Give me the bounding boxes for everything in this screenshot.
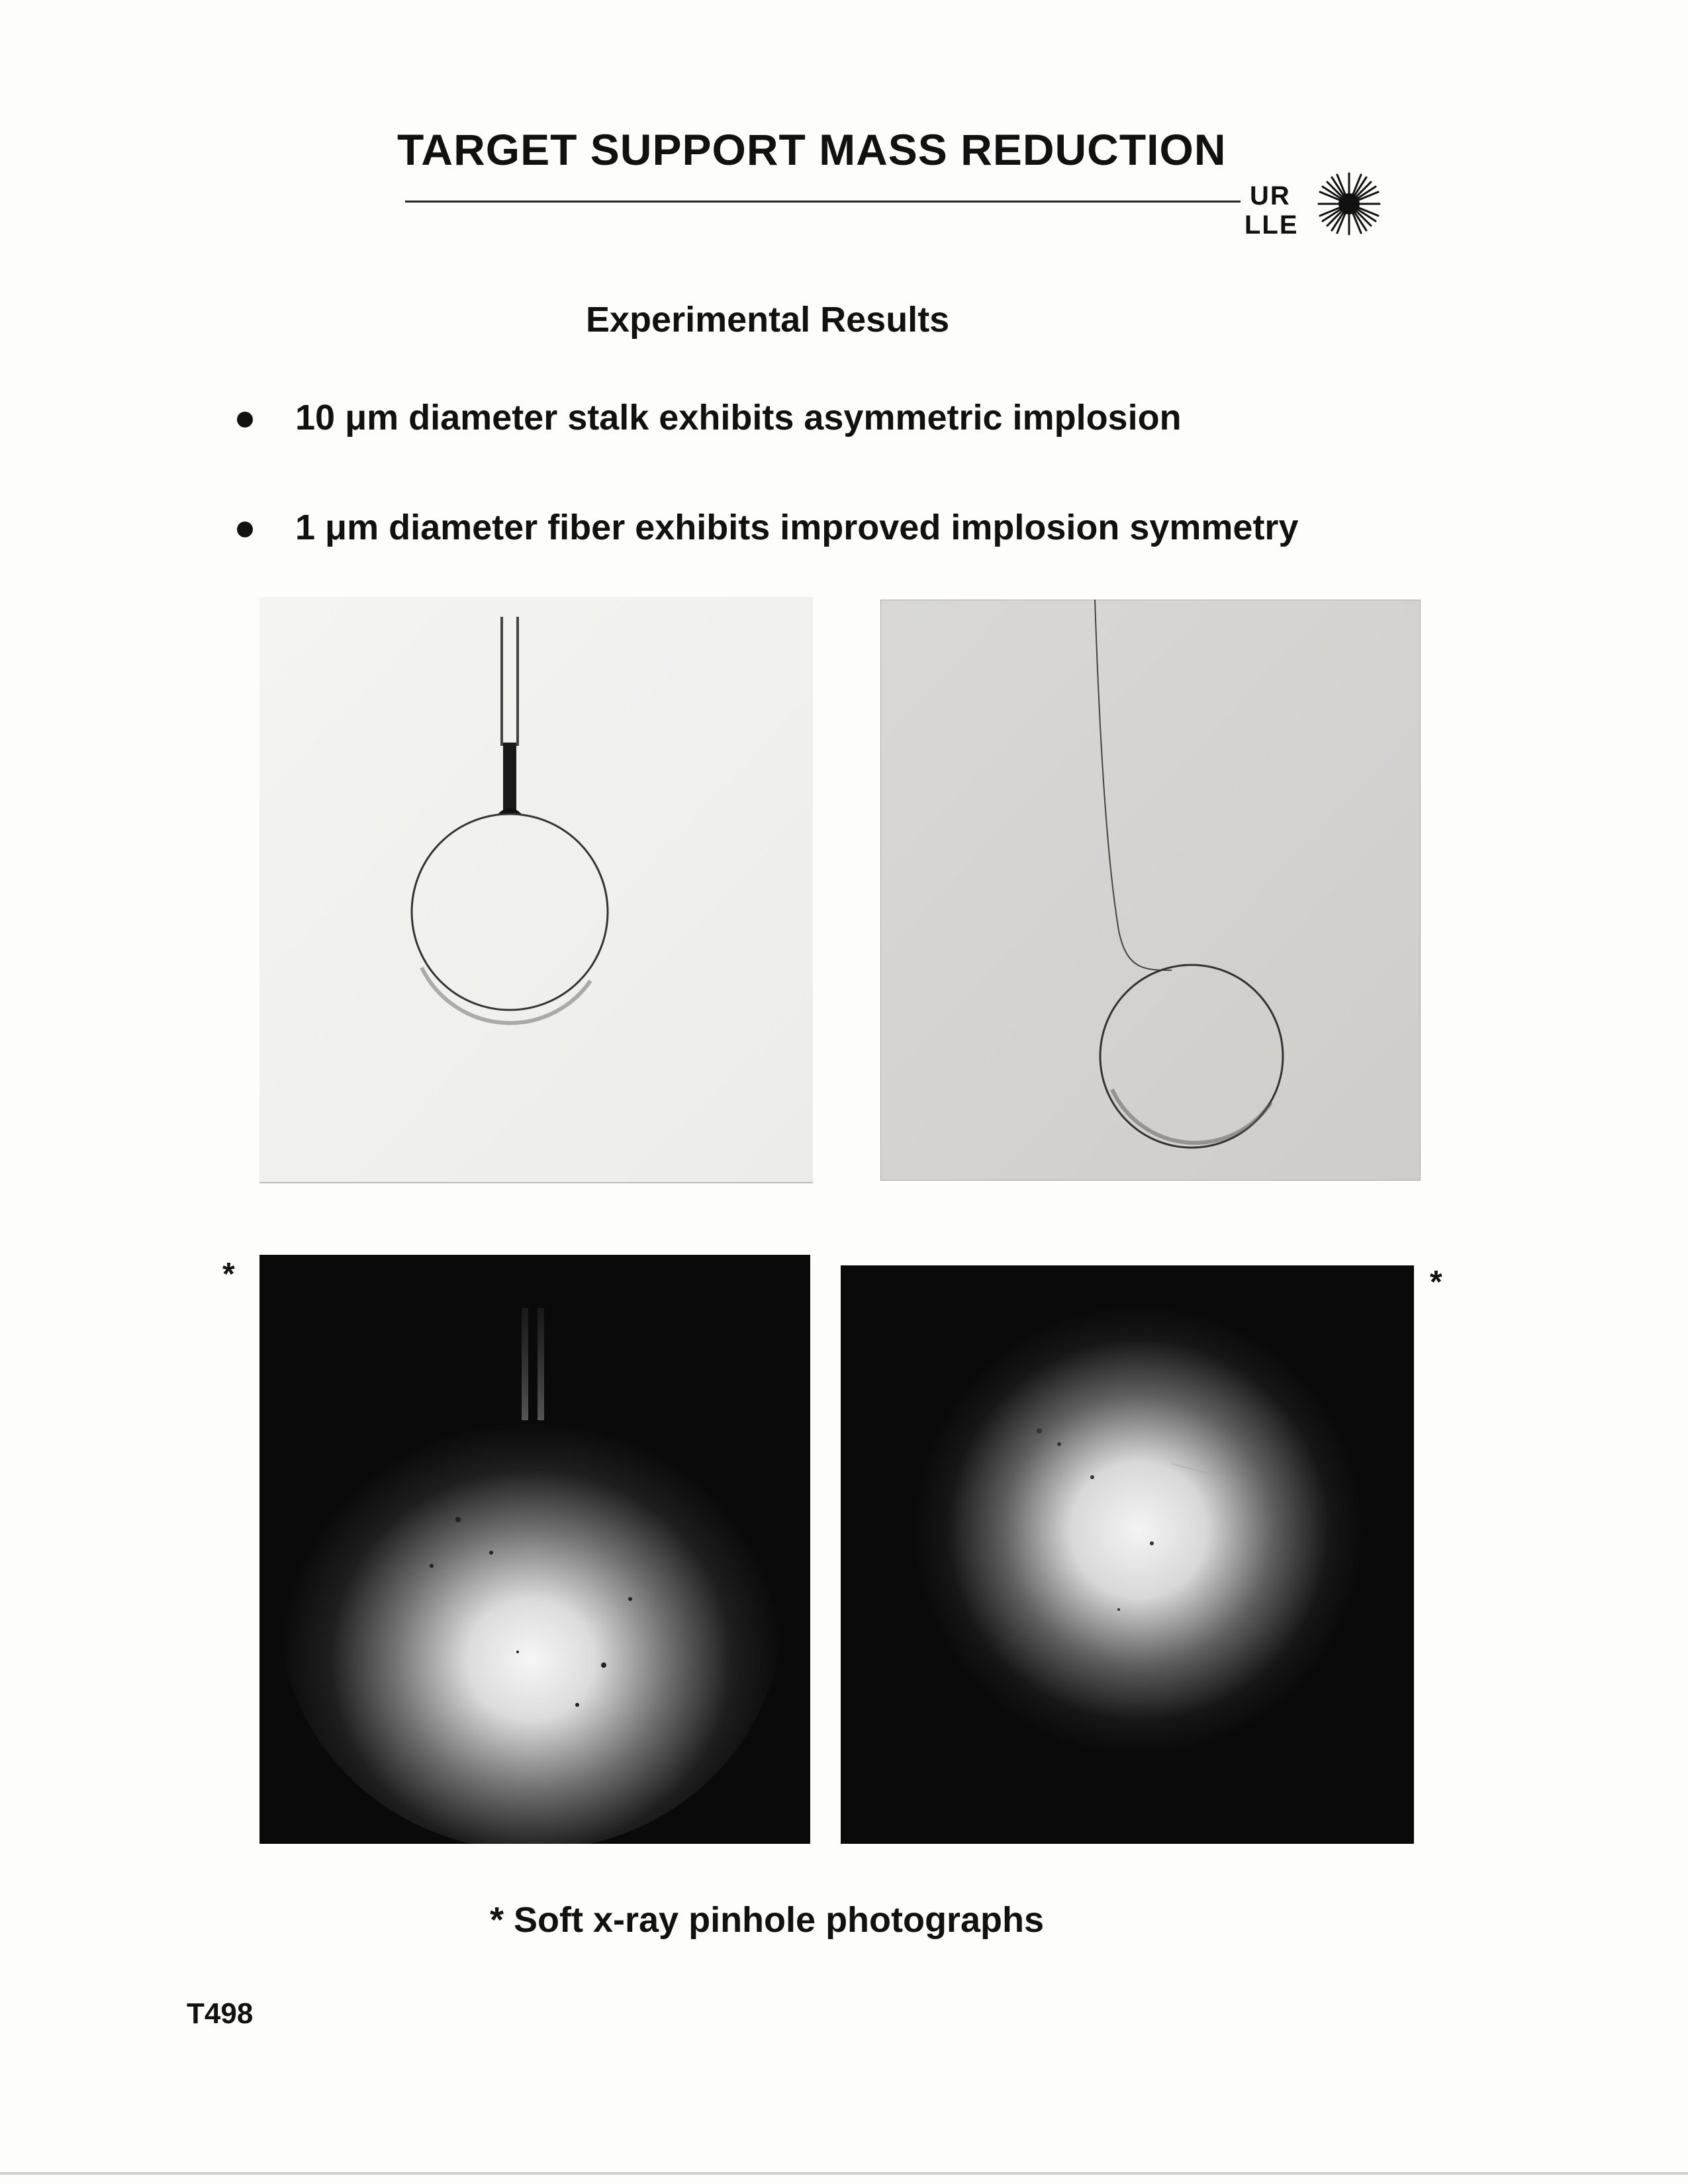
- bullet-dot: [237, 412, 253, 428]
- bullet-text: 10 μm diameter stalk exhibits asymmetric implosion: [295, 398, 1182, 437]
- stalk-target-photo: [259, 597, 813, 1183]
- xray-pinhole-symmetric-photo: [841, 1265, 1414, 1844]
- logo-lle-text: LLE: [1244, 210, 1299, 240]
- ur-lle-logo: [1244, 171, 1390, 244]
- bullet-dot: [237, 522, 253, 537]
- xray-marker-right: *: [1430, 1265, 1442, 1300]
- page-title: TARGET SUPPORT MASS REDUCTION: [397, 125, 1227, 174]
- laser-starburst-icon: [1316, 171, 1382, 237]
- xray-pinhole-asymmetric-photo: [259, 1255, 810, 1844]
- document-code: T498: [187, 1997, 254, 2030]
- logo-ur-text: UR: [1250, 181, 1291, 210]
- figure-caption: * Soft x-ray pinhole photographs: [490, 1900, 1045, 1940]
- xray-marker-left: *: [222, 1257, 235, 1292]
- section-subtitle: Experimental Results: [586, 300, 950, 340]
- page-bottom-edge: [0, 2172, 1688, 2175]
- bullet-text: 1 μm diameter fiber exhibits improved implosion symmetry: [295, 508, 1299, 547]
- title-underline: [405, 201, 1241, 203]
- fiber-target-photo: [880, 600, 1421, 1181]
